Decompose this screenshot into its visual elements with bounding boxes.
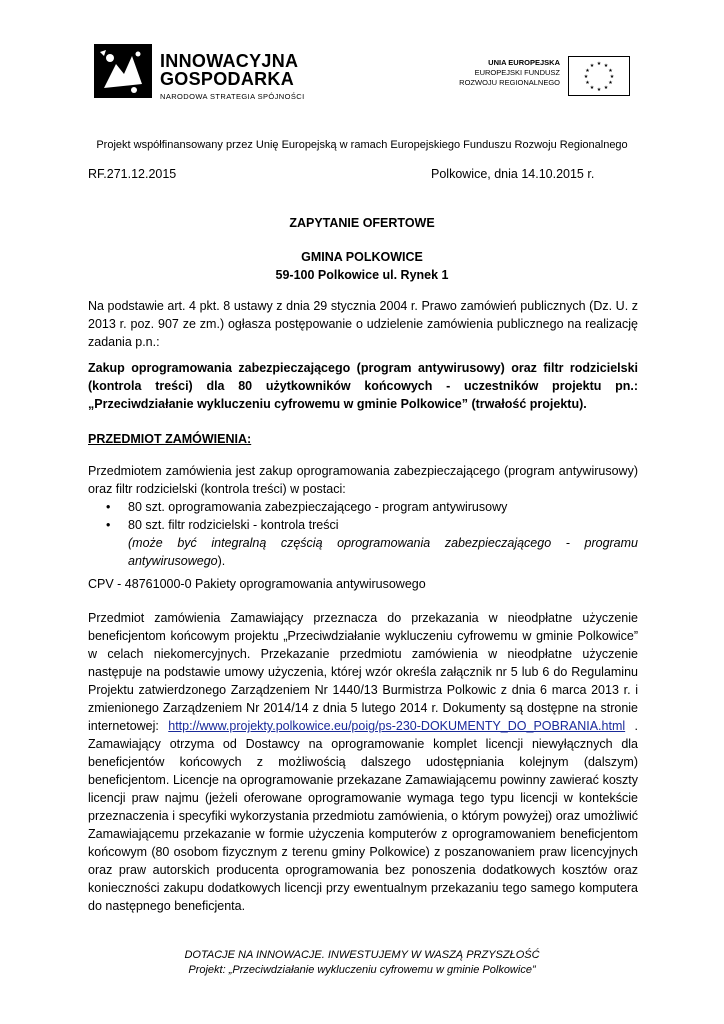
main-paragraph-part-a: Przedmiot zamówienia Zamawiający przeznacza do przekazania w nieodpłatne użyczenie beneficjentom końcowym projektu „Przeciwdziałanie wykluczeniu cyfrowemu w gminie Polkowice” w celach niekomercyjnych. Przekazanie przedmiotu zamówienia w nieodpłatne użyczenie następuje na podstawie umowy użyczenia, której wzór określa załącznik nr 5 lub 6 do Regulaminu Projektu zatwierdzonego Zarządzeniem Nr 1440/13 Burmistrza Polkowic z dnia 6 marca 2013 r. i zmienionego Zarządzeniem Nr 2014/14 z dnia 5 lutego 2014 r. Dokumenty są dostępne na stronie internetowej:	[88, 611, 638, 733]
svg-text:★: ★	[583, 74, 589, 80]
organization-address: 59-100 Polkowice ul. Rynek 1	[275, 268, 449, 282]
svg-text:★: ★	[589, 85, 595, 91]
svg-text:★: ★	[596, 61, 602, 67]
main-paragraph	[88, 609, 638, 915]
svg-text:★: ★	[585, 68, 590, 74]
note-italic: (może być integralną częścią oprogramowania zabezpieczającego - programu antywirusowego	[128, 536, 638, 568]
subject-heading: PRZEDMIOT ZAMÓWIENIA:	[88, 432, 252, 446]
svg-text:★: ★	[608, 80, 613, 86]
subject-section	[88, 462, 638, 570]
footer-line1: DOTACJE NA INNOWACJE. INWESTUJEMY W WASZĄ PRZYSZŁOŚĆ	[184, 949, 540, 961]
reference-number: RF.271.12.2015	[88, 167, 177, 181]
document-date: Polkowice, dnia 14.10.2015 r.	[431, 167, 595, 181]
task-paragraph: Zakup oprogramowania zabezpieczającego (program antywirusowy) oraz filtr rodzicielski (kontrola treści) dla 80 użytkowników końcowych - uczestników projektu pn.: „Przeciwdziałanie wykluczeniu cyfrowemu w gminie Polkowice” (trwałość projektu).	[88, 361, 638, 411]
page-footer	[0, 948, 724, 978]
svg-text:★: ★	[585, 80, 590, 86]
integration-note	[88, 534, 638, 570]
logo-line2: GOSPODARKA	[160, 69, 295, 89]
eu-flag-icon	[568, 56, 630, 96]
svg-text:★: ★	[589, 63, 595, 69]
eu-text	[459, 58, 560, 88]
svg-text:★: ★	[603, 63, 609, 69]
eu-logo	[448, 56, 638, 96]
eu-line3: ROZWOJU REGIONALNEGO	[459, 78, 560, 87]
intro-paragraph: Na podstawie art. 4 pkt. 8 ustawy z dnia 29 stycznia 2004 r. Prawo zamówień publicznych (Dz. U. z 2013 r. poz. 907 ze zm.) ogłasza postępowanie o udzielenie zamówienia publicznego na realizację zadania p.n.:	[88, 299, 638, 349]
list-item: • 80 szt. filtr rodzicielski - kontrola treści	[128, 516, 638, 534]
svg-text:★: ★	[596, 87, 602, 93]
svg-text:★: ★	[603, 85, 609, 91]
subject-intro: Przedmiotem zamówienia jest zakup oprogramowania zabezpieczającego (program antywirusowy) oraz filtr rodzicielski (kontrola treści) w postaci:	[88, 464, 638, 496]
eu-title: UNIA EUROPEJSKA	[488, 58, 560, 67]
cofinance-note: Projekt współfinansowany przez Unię Europejską w ramach Europejskiego Funduszu Rozwoju Regionalnego	[96, 139, 628, 151]
logo-line1: INNOWACYJNA	[160, 51, 299, 71]
innowacyjna-gospodarka-logo	[94, 38, 334, 108]
list-item: • 80 szt. oprogramowania zabezpieczającego - program antywirusowy	[128, 498, 638, 516]
logo-mark-icon	[94, 44, 152, 98]
document-title: ZAPYTANIE OFERTOWE	[289, 216, 435, 230]
note-tail: ).	[217, 554, 226, 568]
eu-line2: EUROPEJSKI FUNDUSZ	[474, 68, 560, 77]
main-paragraph-part-b: . Zamawiający otrzyma od Dostawcy na oprogramowanie komplet licencji niewyłącznych dla beneficjentów końcowych z możliwością dalszego udostępniania kolejnym (dalszym) beneficjentom. Licencje na oprogramowanie przekazane Zamawiającemu powinny zawierać koszty licencji praw najmu (jeżeli oferowane oprogramowanie wymaga tego typu licencji w kontekście przeznaczenia i specyfiki wykorzystania przedmiotu zamówienia, o którym powyżej) oraz umożliwić Zamawiającemu przekazanie w formie użyczenia komputerów z oprogramowaniem beneficjentom końcowym (80 osobom fizycznym z terenu gminy Polkowice) z poszanowaniem praw licencyjnych oraz praw autorskich producenta oprogramowania bez ponoszenia dodatkowych kosztów oraz konieczności zakupu dodatkowych licencji przy ewentualnym przekazaniu tego samego komputera do następnego beneficjenta.	[88, 719, 638, 913]
cpv-code: CPV - 48761000-0 Pakiety oprogramowania antywirusowego	[88, 577, 426, 591]
svg-text:★: ★	[609, 74, 615, 80]
items-list	[88, 498, 638, 534]
footer-line2: Projekt: „Przeciwdziałanie wykluczeniu cyfrowemu w gminie Polkowice”	[188, 964, 536, 976]
svg-text:★: ★	[608, 68, 613, 74]
documents-link[interactable]: http://www.projekty.polkowice.eu/poig/ps-230-DOKUMENTY_DO_POBRANIA.html	[168, 719, 626, 733]
logo-subtitle: NARODOWA STRATEGIA SPÓJNOŚCI	[160, 92, 305, 101]
organization-name: GMINA POLKOWICE	[301, 250, 423, 264]
